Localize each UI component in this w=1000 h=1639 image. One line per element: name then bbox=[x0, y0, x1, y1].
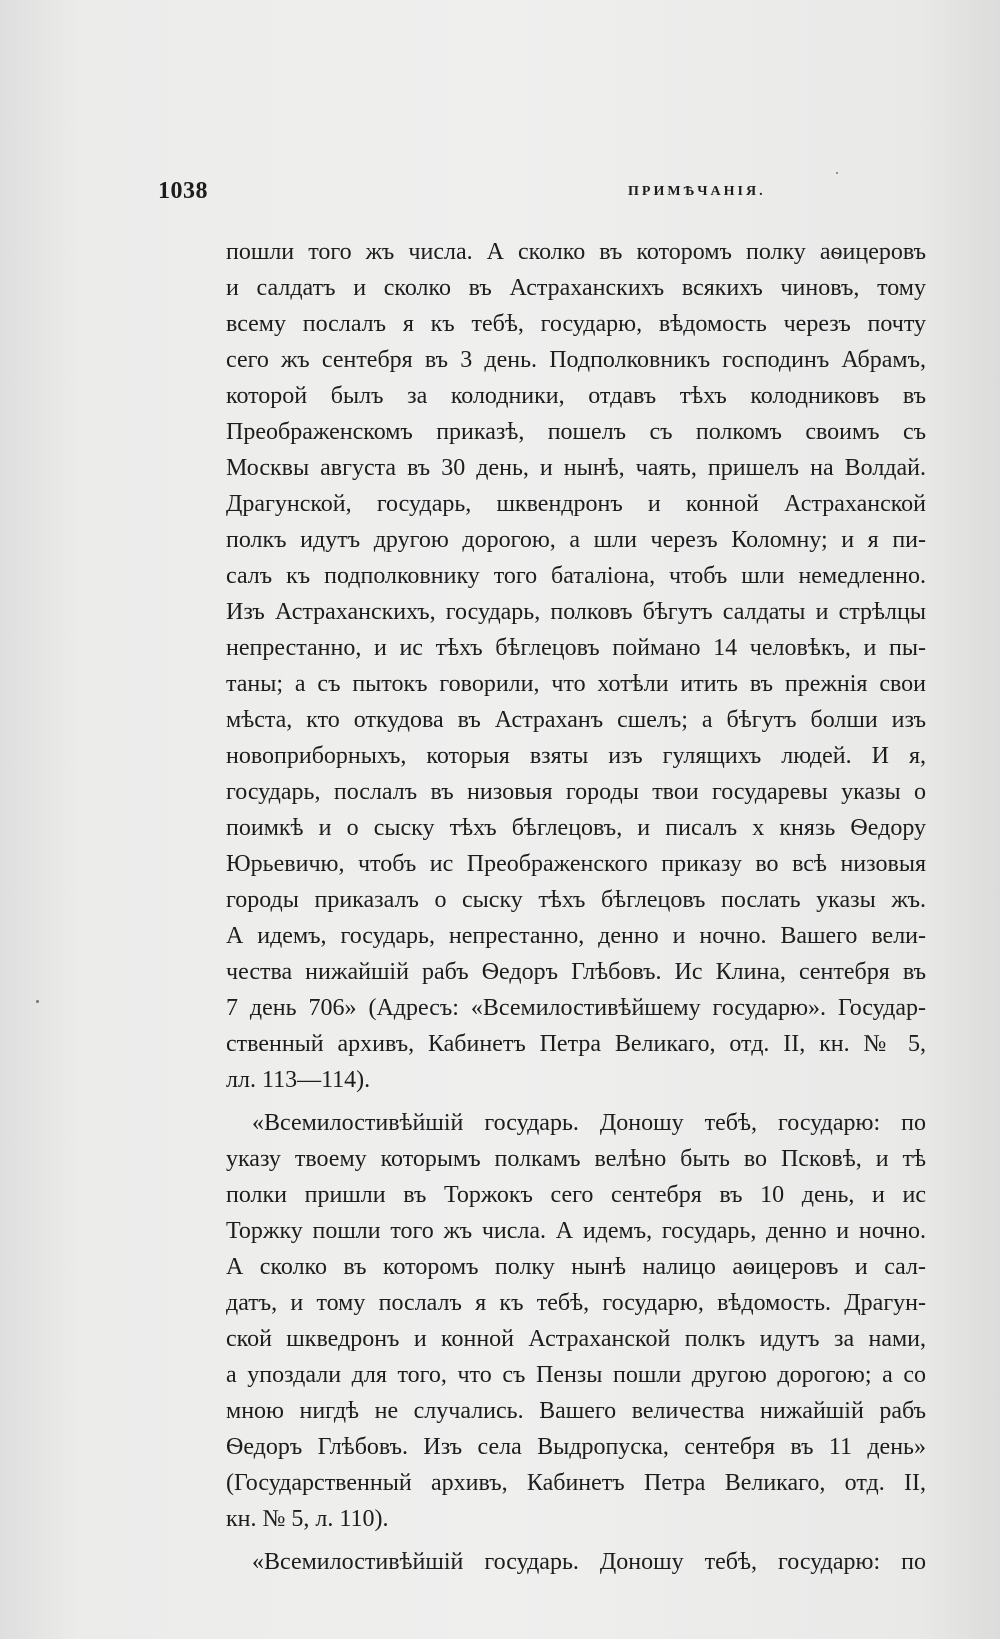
text-line: «Всемилостивѣйшiй государь. Доношу тебѣ, государю: по bbox=[252, 1110, 926, 1136]
text-line: всему послалъ я къ тебѣ, государю, вѣдомость черезъ почту bbox=[226, 311, 926, 337]
text-line: которой былъ за колодники, отдавъ тѣхъ колодниковъ въ bbox=[226, 383, 926, 409]
paragraphs bbox=[226, 234, 926, 1580]
text-line: «Всемилостивѣйшiй государь. Доношу тебѣ, государю: по bbox=[252, 1549, 926, 1575]
text-line: полкъ идутъ другою дорогою, а шли черезъ Коломну; и я пи- bbox=[226, 527, 926, 553]
text-line: (Государственный архивъ, Кабинетъ Петра Великаго, отд. II, bbox=[226, 1470, 926, 1496]
running-head: ПРИМѢЧАНIЯ. bbox=[628, 184, 766, 199]
text-line: А сколко въ которомъ полку нынѣ налицо аѳицеровъ и сал- bbox=[226, 1254, 926, 1280]
paragraph bbox=[226, 1544, 926, 1580]
text-line: мною нигдѣ не случались. Вашего величества нижайшiй рабъ bbox=[226, 1398, 926, 1424]
scan-speck bbox=[836, 172, 838, 174]
text-line: пошли того жъ числа. А сколко въ которомъ полку аѳицеровъ bbox=[226, 239, 926, 265]
text-line: городы приказалъ о сыску тѣхъ бѣглецовъ послать указы жъ. bbox=[226, 887, 926, 913]
text-line: полки пришли въ Торжокъ сего сентебря въ 10 день, и ис bbox=[226, 1182, 926, 1208]
text-line: а упоздали для того, что съ Пензы пошли другою дорогою; а со bbox=[226, 1362, 926, 1388]
text-line: ской шкведронъ и конной Астраханской полкъ идутъ за нами, bbox=[226, 1326, 926, 1352]
text-line: кн. № 5, л. 110). bbox=[226, 1506, 389, 1532]
paragraph bbox=[226, 1105, 926, 1537]
text-line: Ѳедоръ Глѣбовъ. Изъ села Выдропуска, сентебря въ 11 день» bbox=[226, 1434, 926, 1460]
text-line: указу твоему которымъ полкамъ велѣно быть во Псковѣ, и тѣ bbox=[226, 1146, 926, 1172]
paragraph bbox=[226, 234, 926, 1098]
text-line: государь, послалъ въ низовыя городы твои государевы указы о bbox=[226, 779, 926, 805]
page-header bbox=[158, 178, 948, 208]
scan-speck bbox=[36, 1000, 39, 1003]
text-line: Преображенскомъ приказѣ, пошелъ съ полкомъ своимъ съ bbox=[226, 419, 926, 445]
text-line: сего жъ сентебря въ 3 день. Подполковникъ господинъ Абрамъ, bbox=[226, 347, 926, 373]
text-line: непрестанно, и ис тѣхъ бѣглецовъ поймано 14 человѣкъ, и пы- bbox=[226, 635, 926, 661]
text-line: салъ къ подполковнику того баталiона, чтобъ шли немедленно. bbox=[226, 563, 926, 589]
page-number: 1038 bbox=[158, 178, 208, 204]
text-line: датъ, и тому послалъ я къ тебѣ, государю, вѣдомость. Драгун- bbox=[226, 1290, 926, 1316]
paragraph-gap bbox=[226, 1098, 926, 1105]
text-line: чества нижайшiй рабъ Ѳедоръ Глѣбовъ. Ис Клина, сентебря въ bbox=[226, 959, 926, 985]
text-line: и салдатъ и сколко въ Астраханскихъ всякихъ чиновъ, тому bbox=[226, 275, 926, 301]
text-line: мѣста, кто откудова въ Астраханъ сшелъ; а бѣгутъ болши изъ bbox=[226, 707, 926, 733]
text-line: таны; а съ пытокъ говорили, что хотѣли итить въ прежнiя свои bbox=[226, 671, 926, 697]
text-line: новоприборныхъ, которыя взяты изъ гулящихъ людей. И я, bbox=[226, 743, 926, 769]
paragraph-gap bbox=[226, 1537, 926, 1544]
text-line: ственный архивъ, Кабинетъ Петра Великаго, отд. II, кн. № 5, bbox=[226, 1031, 926, 1057]
text-line: Торжку пошли того жъ числа. А идемъ, государь, денно и ночно. bbox=[226, 1218, 926, 1244]
body-text bbox=[226, 234, 926, 1580]
text-line: Изъ Астраханскихъ, государь, полковъ бѣгутъ салдаты и стрѣлцы bbox=[226, 599, 926, 625]
text-line: Драгунской, государь, шквендронъ и конной Астраханской bbox=[226, 491, 926, 517]
text-line: 7 день 706» (Адресъ: «Всемилостивѣйшему государю». Государ- bbox=[226, 995, 926, 1021]
text-line: поимкѣ и о сыску тѣхъ бѣглецовъ, и писалъ х князь Ѳедору bbox=[226, 815, 926, 841]
text-line: Юрьевичю, чтобъ ис Преображенского приказу во всѣ низовыя bbox=[226, 851, 926, 877]
text-line: лл. 113—114). bbox=[226, 1067, 371, 1093]
text-line: А идемъ, государь, непрестанно, денно и ночно. Вашего вели- bbox=[226, 923, 926, 949]
text-line: Москвы августа въ 30 день, и нынѣ, чаять, пришелъ на Волдай. bbox=[226, 455, 926, 481]
